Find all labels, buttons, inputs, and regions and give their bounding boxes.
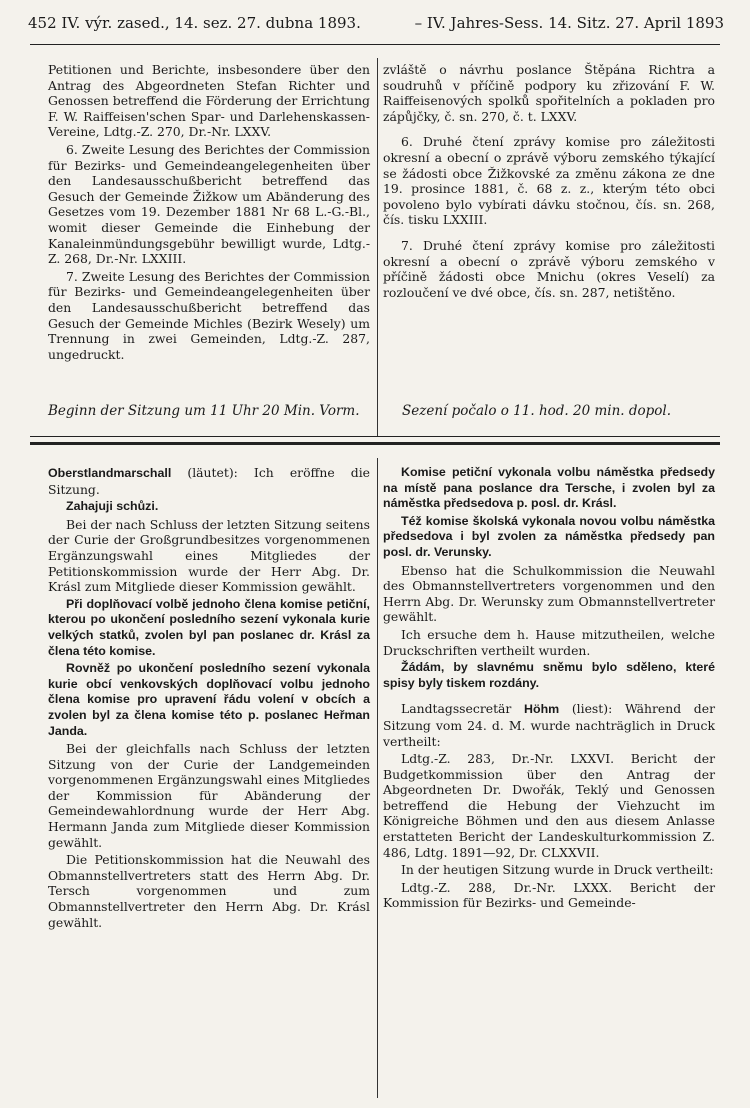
speaker-name: Oberstlandmarschall [48, 466, 172, 480]
top-right-column [383, 62, 715, 300]
section-rule-thin [30, 436, 720, 437]
paragraph: Petitionen und Berichte, insbesondere über den Antrag des Abgeordneten Stefan Richter und Genossen betreffend die Förderung der Errichtung F. W. Raiffeisen'schen Spar- und Darlehenskassen-Vereine, Ldtg.-Z. 270, Dr.-Nr. LXXV. [48, 62, 370, 140]
paragraph: Žádám, by slavnému sněmu bylo sděleno, které spisy byly tiskem rozdány. [383, 660, 715, 690]
bottom-right-column [383, 465, 715, 911]
paragraph: Die Petitionskommission hat die Neuwahl des Obmannstellvertreters statt des Herrn Abg. Dr. Tersch vorgenommen und zum Obmannstellvertreter den Herrn Abg. Dr. Krásl gewählt. [48, 852, 370, 930]
session-start-de: Beginn der Sitzung um 11 Uhr 20 Min. Vorm. [48, 403, 360, 419]
speaker-line [383, 701, 715, 749]
paragraph: Ich ersuche dem h. Hause mitzutheilen, welche Druckschriften vertheilt wurden. [383, 626, 715, 658]
top-left-column [48, 62, 370, 362]
header-left: 452 IV. výr. zased., 14. sez. 27. dubna 1893. [28, 14, 361, 32]
paragraph: Ldtg.-Z. 283, Dr.-Nr. LXXVI. Bericht der Budgetkommission über den Antrag der Abgeordneten Dr. Dwořák, Teklý und Genossen betreffend die Hebung der Viehzucht im Königreiche Böhmen und den aus diesem Anlasse erstatteten Bericht der Landeskulturkommission Z. 486, Ldtg. 1891—92, Dr. CLXXVII. [383, 751, 715, 860]
page-header [28, 14, 724, 32]
column-divider-bottom [377, 458, 378, 1098]
speaker-remark: (liest): Während der Sitzung vom 24. d. M. wurde nachträglich in Druck vertheilt: [383, 701, 715, 749]
paragraph: Rovněž po ukončení posledního sezení vykonala kurie obcí venkovských doplňovací volbu jednoho člena komise pro upravení řádu volení v obcích a zvolen byl za člena komise této p. poslanec Heřman Janda. [48, 661, 370, 738]
paragraph: Ebenso hat die Schulkommission die Neuwahl des Obmannstellvertreters vorgenommen und den Herrn Abg. Dr. Werunsky zum Obmannstellvertreter gewählt. [383, 562, 715, 625]
paragraph: Bei der nach Schluss der letzten Sitzung seitens der Curie der Großgrundbesitzes vorgenommenen Ergänzungswahl eines Mitgliedes der Petitionskommission wurde der Herr Abg. Dr. Krásl zum Mitgliede dieser Kommission gewählt. [48, 516, 370, 595]
speaker-line [48, 465, 370, 497]
paragraph: In der heutigen Sitzung wurde in Druck vertheilt: [401, 862, 714, 878]
bottom-left-column [48, 465, 370, 930]
paragraph: 7. Druhé čtení zprávy komise pro záležitosti okresní a obecní o zprávě výboru zemského v příčině žádosti obce Mnichu (okres Veselí) za rozloučení ve dvé obce, čís. sn. 287, netištěno. [383, 237, 715, 300]
paragraph: 6. Druhé čtení zprávy komise pro záležitosti okresní a obecní o zprávě výboru zemského týkající se žádosti obce Žižkovské za změnu zákona ze dne 19. prosince 1881, č. 68 z. z., kterým této obci povoleno bylo vybírati dávku stočnou, čís. sn. 268, čís. tisku LXXIII. [383, 134, 715, 228]
session-start-cz: Sezení počalo o 11. hod. 20 min. dopol. [402, 403, 671, 419]
paragraph: 7. Zweite Lesung des Berichtes der Commission für Bezirks- und Gemeindeangelegenheiten über den Landesausschußbericht betreffend das Gesuch der Gemeinde Michles (Bezirk Wesely) um Trennung in zwei Gemeinden, Ldtg.-Z. 287, ungedruckt. [48, 268, 370, 362]
paragraph: Bei der gleichfalls nach Schluss der letzten Sitzung von der Curie der Landgemeinden vorgenommenen Ergänzungswahl eines Mitgliedes der Kommission für Abänderung der Gemeindewahlordnung wurde der Herr Abg. Hermann Janda zum Mitgliede dieser Kommission gewählt. [48, 741, 370, 850]
speaker-remark: (läutet): Ich eröffne die Sitzung. [48, 465, 370, 497]
section-rule-thick [30, 442, 720, 445]
column-divider-top [377, 58, 378, 436]
paragraph: 6. Zweite Lesung des Berichtes der Commission für Bezirks- und Gemeindeangelegenheiten über den Landesausschußbericht betreffend das Gesuch der Gemeinde Žižkow um Abänderung des Gesetzes vom 19. Dezember 1881 Nr 68 L.-G.-Bl., womit dieser Gemeinde die Einhebung der Kanaleinmündungsgebühr bewilligt wurde, Ldtg.-Z. 268, Dr.-Nr. LXXIII. [48, 141, 370, 267]
header-right: – IV. Jahres-Sess. 14. Sitz. 27. April 1893 [414, 14, 724, 32]
speaker-title: Landtagssecretär [401, 701, 525, 717]
paragraph: Komise petiční vykonala volbu náměstka předsedy na místě pana poslance dra Tersche, i zvolen byl za náměstka předsedova p. posl. dr. Krásl. [383, 465, 715, 511]
opening-cz: Zahajuji schůzi. [66, 499, 159, 514]
speaker-name: Höhm [524, 702, 560, 717]
header-rule [30, 44, 720, 45]
paragraph: Ldtg.-Z. 288, Dr.-Nr. LXXX. Bericht der Kommission für Bezirks- und Gemeinde- [383, 879, 715, 911]
paragraph: Při doplňovací volbě jednoho člena komise petiční, kterou po ukončení posledního sezení vykonala kurie velkých statků, zvolen byl pan poslanec dr. Krásl za člena této komise. [48, 596, 370, 658]
paragraph: zvláště o návrhu poslance Štěpána Richtra a soudruhů v příčině podpory ku zřizování F. W. Raiffeisenových spolků spořitelních a pokladen pro zápůjčky, č. sn. 270, č. t. LXXV. [383, 62, 715, 124]
paragraph: Též komise školská vykonala novou volbu náměstka předsedova i byl zvolen za náměstka předsedy pan posl. dr. Verunsky. [383, 513, 715, 559]
